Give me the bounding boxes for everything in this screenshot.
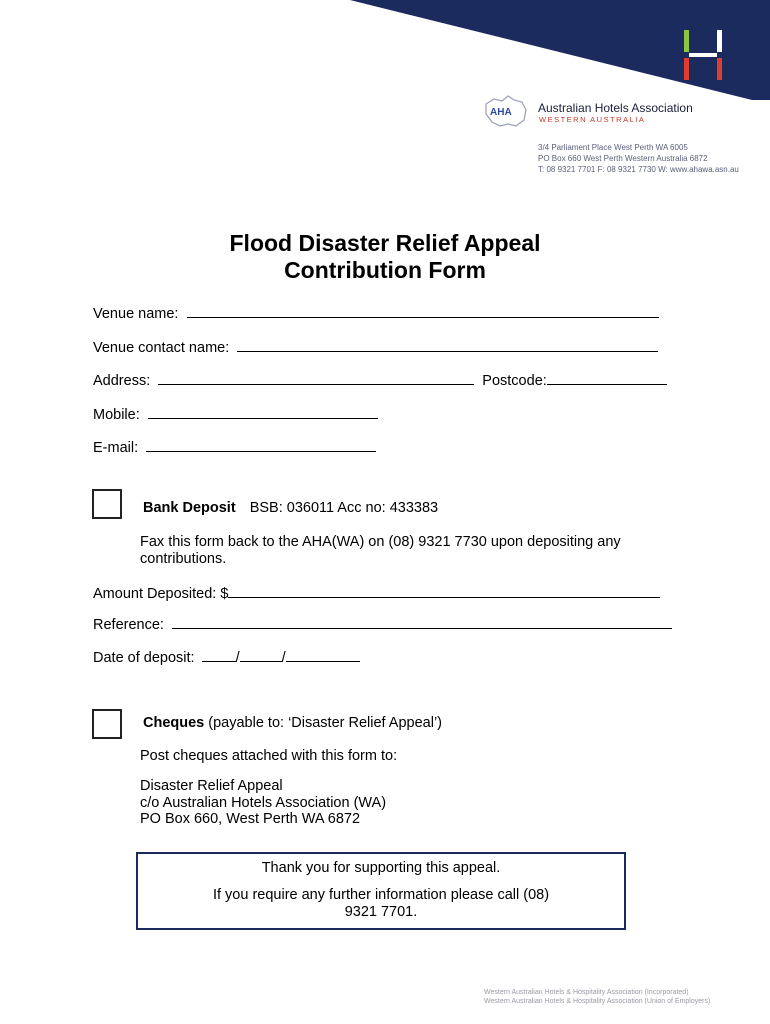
date-year-input[interactable] (286, 648, 360, 662)
cheques-checkbox[interactable] (92, 709, 122, 739)
reference-field (93, 615, 672, 633)
aha-map-logo-icon (480, 94, 530, 130)
fax-instruction: Fax this form back to the AHA(WA) on (08) 9321 7730 upon depositing any contributions. (140, 534, 621, 567)
thank-you-box (136, 852, 626, 930)
postcode-input-line[interactable] (547, 371, 667, 385)
email-label: E-mail: (93, 440, 139, 456)
reference-input-line[interactable] (172, 615, 672, 629)
venue-contact-label: Venue contact name: (93, 340, 230, 356)
email-input-line[interactable] (146, 438, 376, 452)
contact-line: T: 08 9321 7701 F: 08 9321 7730 W: www.ahawa.asn.au (538, 165, 739, 174)
amount-label: Amount Deposited: $ (93, 586, 229, 602)
bank-deposit-checkbox[interactable] (92, 489, 122, 519)
amount-field (93, 584, 660, 602)
postal-address (140, 778, 386, 828)
form-title-line1: Flood Disaster Relief Appeal (229, 230, 541, 256)
aha-logo-text: AHA (490, 107, 512, 118)
bank-deposit-heading-row (143, 500, 438, 516)
email-field (93, 438, 376, 456)
date-month-input[interactable] (240, 648, 282, 662)
post-instruction: Post cheques attached with this form to: (140, 748, 398, 764)
form-title-line2: Contribution Form (284, 257, 486, 283)
date-label: Date of deposit: (93, 650, 195, 666)
address-input-line[interactable] (158, 371, 474, 385)
postal-address-line: PO Box 660, West Perth WA 6872 (140, 811, 361, 827)
postcode-label: Postcode: (482, 373, 547, 389)
address-label: Address: (93, 373, 151, 389)
thank-you-text: Thank you for supporting this appeal. (261, 860, 501, 876)
postal-address-line: c/o Australian Hotels Association (WA) (140, 794, 387, 811)
date-day-input[interactable] (202, 648, 236, 662)
contact-line: PO Box 660 West Perth Western Australia 6872 (538, 154, 708, 163)
org-region: WESTERN AUSTRALIA (539, 115, 646, 124)
venue-contact-input-line[interactable] (237, 338, 658, 352)
cheques-payable: (payable to: ‘Disaster Relief Appeal’) (208, 715, 443, 731)
org-name: Australian Hotels Association (538, 101, 693, 115)
date-field: Date of deposit: / / (93, 648, 360, 666)
address-field (93, 371, 667, 389)
mobile-label: Mobile: (93, 407, 140, 423)
reference-label: Reference: (93, 617, 164, 633)
footer-line: Western Australian Hotels & Hospitality Association (Union of Employers) (484, 998, 711, 1005)
further-info-text: If you require any further information please call (08) 9321 7701. (212, 887, 550, 920)
venue-name-label: Venue name: (93, 306, 179, 322)
contact-block (538, 142, 739, 175)
amount-input-line[interactable] (228, 584, 660, 598)
mobile-field (93, 405, 378, 423)
bank-details: BSB: 036011 Acc no: 433383 (249, 500, 439, 516)
footer-line: Western Australian Hotels & Hospitality Association (Incorporated) (484, 989, 689, 996)
cheques-heading: Cheques (143, 715, 205, 731)
contact-line: 3/4 Parliament Place West Perth WA 6005 (538, 143, 688, 152)
header-banner (0, 0, 770, 110)
venue-name-field (93, 304, 659, 322)
venue-contact-field (93, 338, 658, 356)
navy-banner-shape (350, 0, 770, 100)
venue-name-input-line[interactable] (187, 304, 659, 318)
cheques-heading-row (143, 715, 442, 731)
mobile-input-line[interactable] (148, 405, 378, 419)
footer (484, 988, 710, 1006)
postal-address-line: Disaster Relief Appeal (140, 778, 283, 794)
bank-deposit-heading: Bank Deposit (143, 500, 236, 516)
